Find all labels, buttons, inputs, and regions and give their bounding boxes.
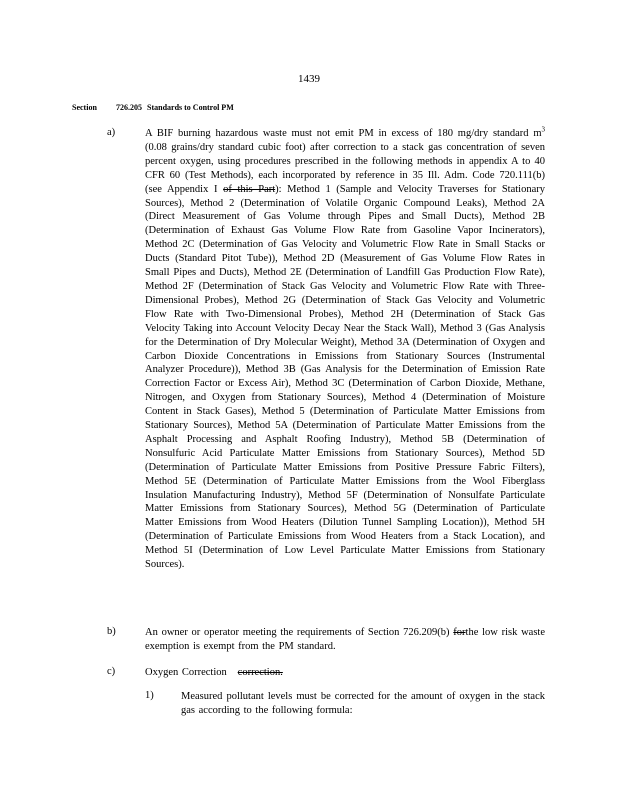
paragraph-c-text-1: Oxygen Correction: [145, 667, 227, 678]
paragraph-b-text-1: An owner or operator meeting the requirements of Section 726.209(b): [145, 627, 454, 638]
struck-text-for: for: [453, 627, 466, 638]
section-title: Standards to Control PM: [147, 103, 234, 112]
section-label: Section: [72, 103, 97, 112]
paragraph-a-label: a): [107, 127, 116, 138]
paragraph-c-label: c): [107, 666, 116, 677]
superscript-cubed: 3: [541, 125, 545, 134]
section-heading: [72, 103, 234, 112]
section-number: 726.205: [116, 103, 142, 112]
paragraph-b-label: b): [107, 626, 116, 637]
subparagraph-1-label: 1): [145, 690, 154, 701]
paragraph-a-text-2: (0.08 grains/dry standard cubic foot) after correction to a stack gas concentration of seven percent oxygen, using procedures prescribed in the following methods in appendix A to 40 CFR 60 (Test Methods), each incorporated by reference in 35 Ill. Adm. Code 720.111(b) (see Appendix I: [145, 141, 545, 195]
struck-text-correction: correction.: [237, 667, 283, 678]
paragraph-a-text: [145, 127, 545, 572]
paragraph-b-text-2: the low risk waste exemption is exempt from the PM standard.: [145, 627, 545, 652]
paragraph-a-text-1: A BIF burning hazardous waste must not emit PM in excess of 180 mg/dry standard m: [145, 128, 542, 139]
page-number: 1439: [298, 73, 320, 85]
paragraph-c-text: [145, 666, 545, 680]
subparagraph-1-text: Measured pollutant levels must be corrected for the amount of oxygen in the stack gas according to the following formula:: [181, 691, 545, 716]
paragraph-b-text: [145, 626, 545, 654]
paragraph-a-text-3: ): Method 1 (Sample and Velocity Traverses for Stationary Sources), Method 2 (Determination of Volatile Organic Compound Leaks), Method 2A (Direct Measurement of Gas Volume through Pipes and Small Ducts), Method 2B (Determination of Exhaust Gas Volume Flow Rate from Gasoline Vapor Incinerators), Method 2C (Determination of Gas Velocity and Volumetric Flow Rate in Small Stacks or Ducts (Standard Pitot Tube)), Method 2D (Measurement of Gas Volume Flow Rates in Small Pipes and Ducts), Method 2E (Determination of Landfill Gas Production Flow Rate), Method 2F (Determination of Stack Gas Velocity and Volumetric Flow Rate with Three-Dimensional Probes), Method 2G (Determination of Stack Gas Velocity and Volumetric Flow Rate with Two-Dimensional Probes), Method 2H (Determination of Stack Gas Velocity Taking into Account Velocity Decay Near the Stack Wall), Method 3 (Gas Analysis for the Determination of Dry Molecular Weight), Method 3A (Determination of Oxygen and Carbon Dioxide Concentrations in Emissions from Stationary Sources (Instrumental Analyzer Procedure)), Method 3B (Gas Analysis for the Determination of Emission Rate Correction Factor or Excess Air), Method 3C (Determination of Carbon Dioxide, Methane, Nitrogen, and Oxygen from Stationary Sources), Method 4 (Determination of Moisture Content in Stack Gases), Method 5 (Determination of Particulate Matter Emissions from Stationary Sources), Method 5A (Determination of Particulate Matter Emissions from the Asphalt Processing and Asphalt Roofing Industry), Method 5B (Determination of Nonsulfuric Acid Particulate Matter Emissions from Stationary Sources), Method 5D (Determination of Particulate Matter Emissions from Positive Pressure Fabric Filters), Method 5E (Determination of Particulate Matter Emissions from the Wool Fiberglass Insulation Manufacturing Industry), Method 5F (Determination of Nonsulfate Particulate Matter Emissions from Stationary Sources), Method 5G (Determination of Particulate Matter Emissions from Wood Heaters (Dilution Tunnel Sampling Location)), Method 5H (Determination of Particulate Emissions from Wood Heaters from a Stack Location), and Method 5I (Determination of Low Level Particulate Matter Emissions from Stationary Sources).: [145, 183, 545, 571]
struck-text-of-this-part: of this Part: [223, 183, 276, 195]
